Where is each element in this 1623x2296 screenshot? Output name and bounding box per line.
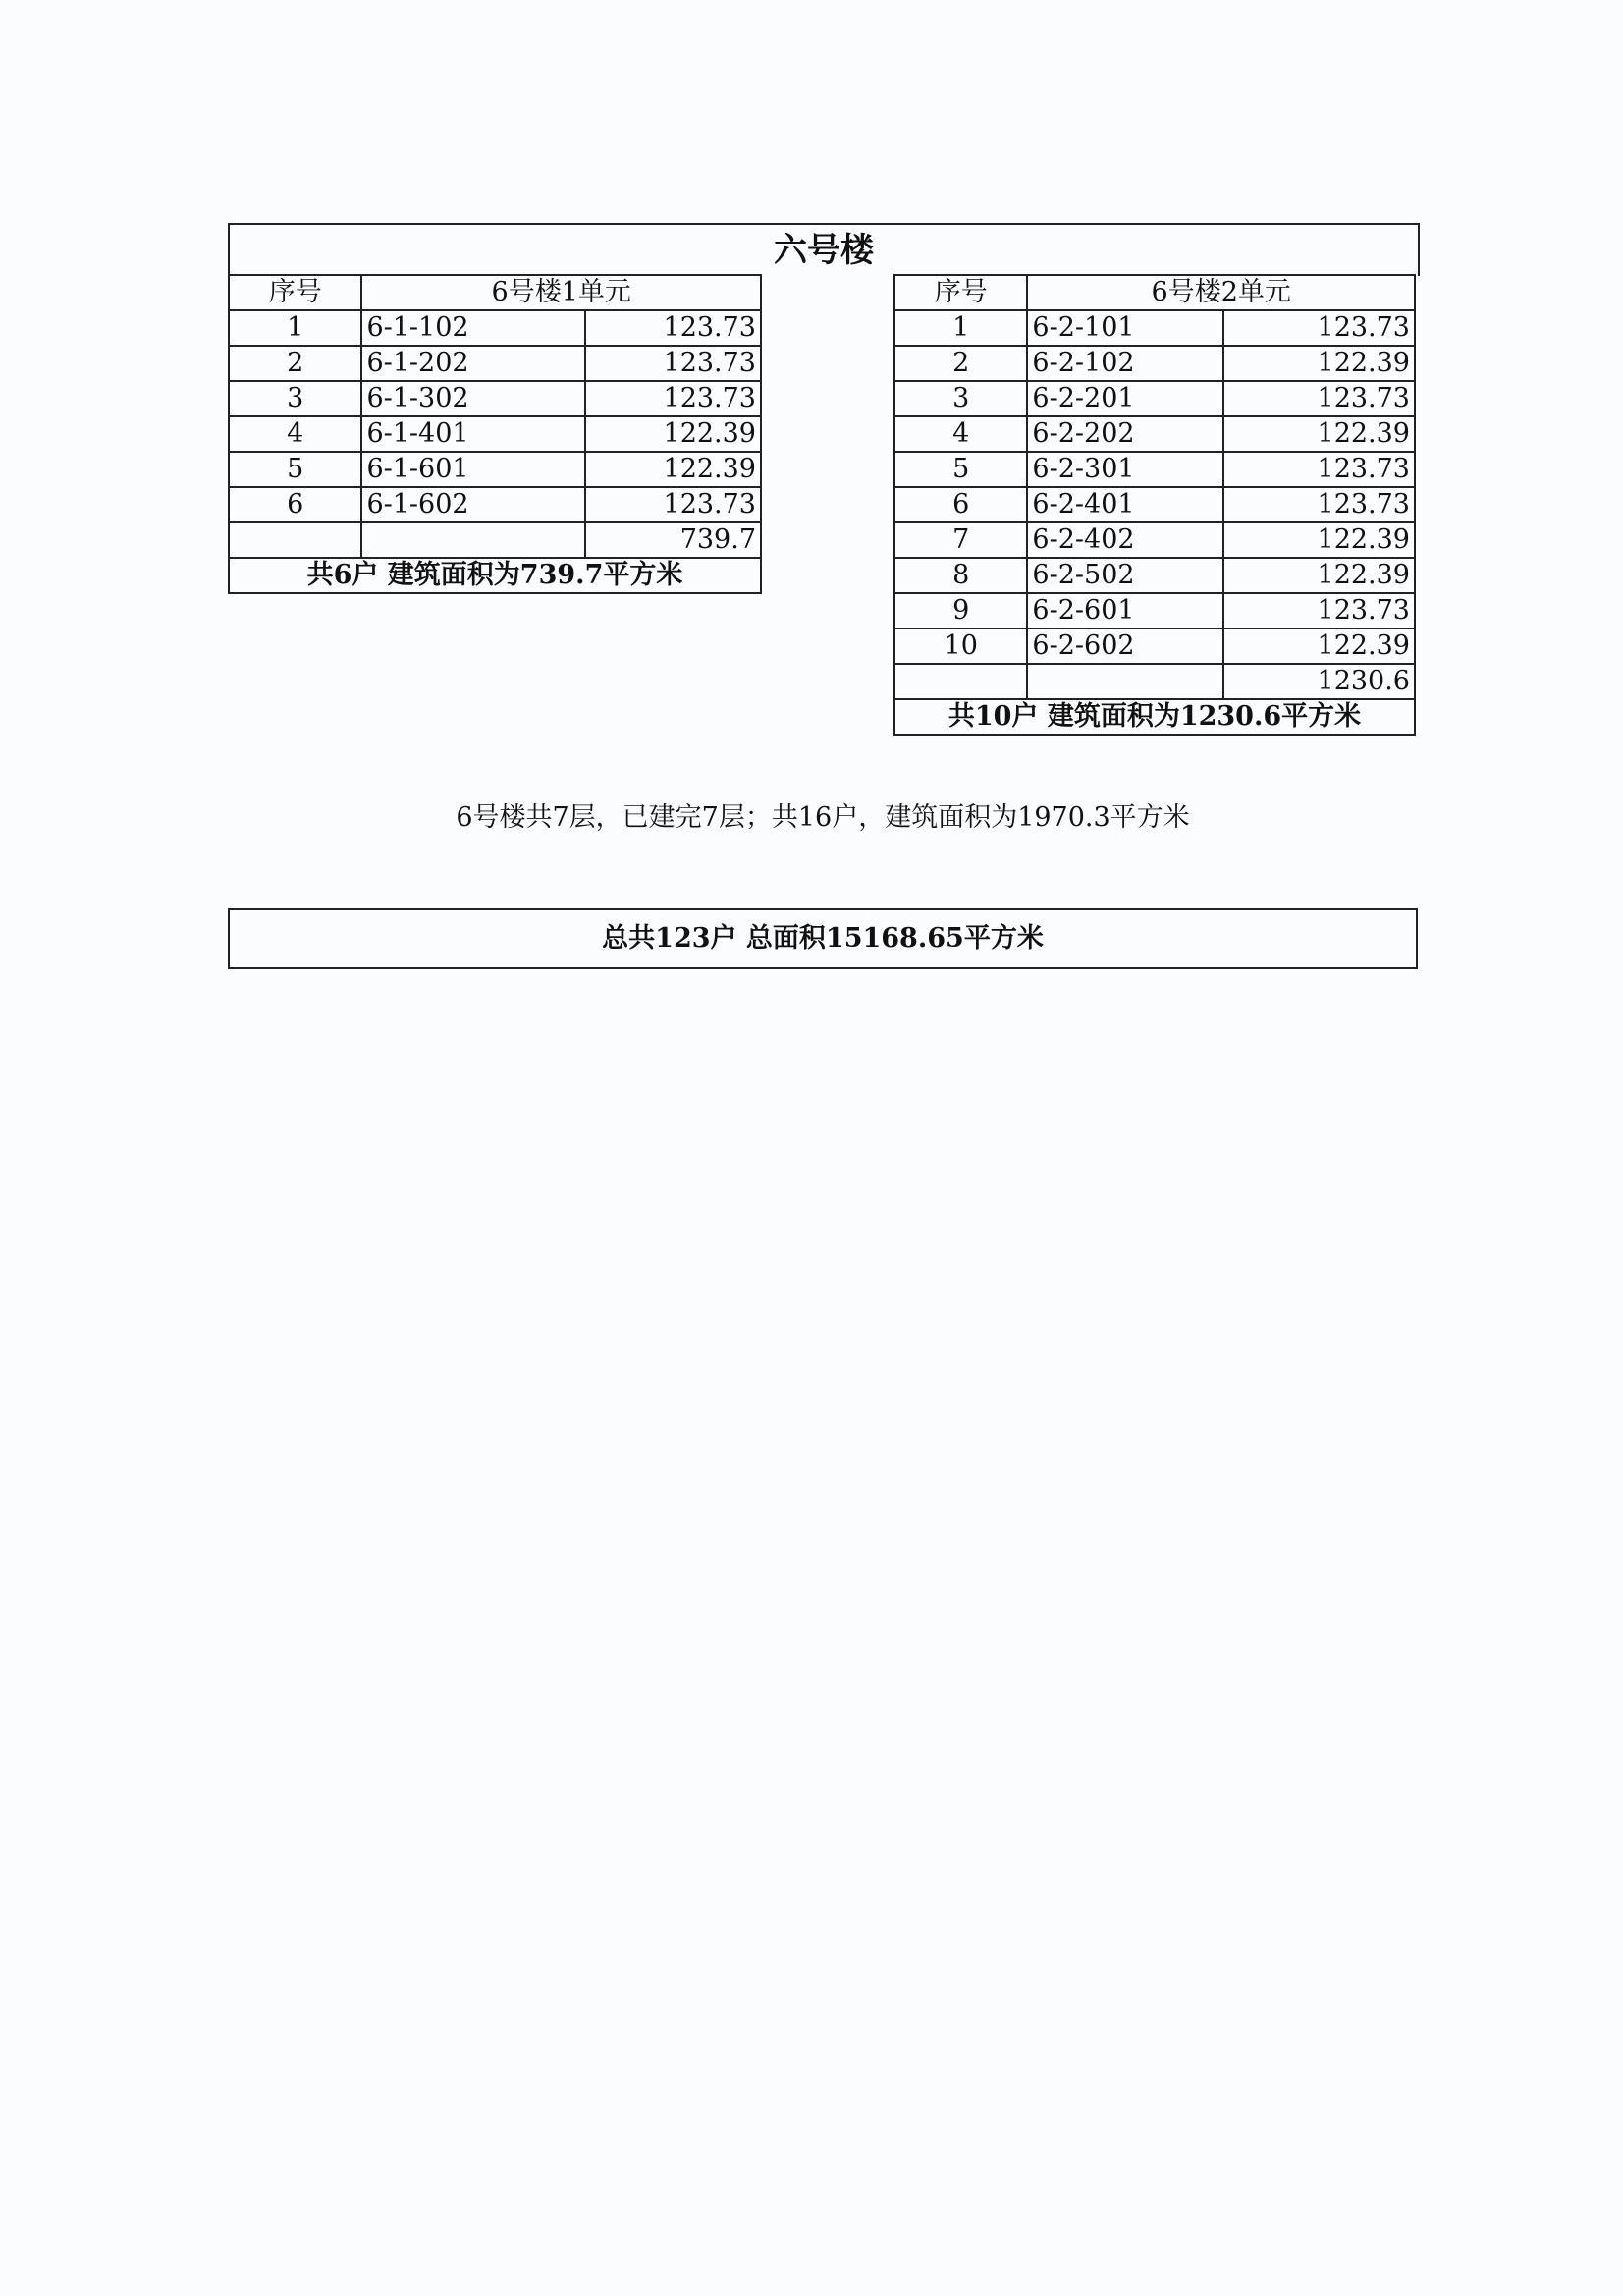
area-cell: 123.73 [585,346,761,381]
unit2-header-row [894,275,1415,310]
summary-row [229,558,761,593]
empty-cell [229,522,361,558]
area-cell: 123.73 [1223,381,1415,416]
seq-cell: 4 [894,416,1027,452]
unit1-table [228,274,762,594]
subtotal-row [894,664,1415,699]
table-row [894,629,1415,664]
table-row [894,346,1415,381]
seq-cell: 5 [229,452,361,487]
unit-summary: 共6户 建筑面积为739.7平方米 [229,558,761,593]
subtotal-value: 1230.6 [1223,664,1415,699]
unit2-table [893,274,1416,736]
room-cell: 6-2-602 [1027,629,1222,664]
room-cell: 6-1-202 [361,346,584,381]
grand-total: 总共123户 总面积15168.65平方米 [228,908,1418,969]
room-cell: 6-1-401 [361,416,584,452]
area-cell: 123.73 [1223,487,1415,522]
area-cell: 122.39 [1223,558,1415,593]
seq-cell: 6 [894,487,1027,522]
room-cell: 6-2-401 [1027,487,1222,522]
area-cell: 123.73 [1223,452,1415,487]
room-cell: 6-2-402 [1027,522,1222,558]
seq-cell: 3 [229,381,361,416]
table-row [894,381,1415,416]
subtotal-value: 739.7 [585,522,761,558]
area-cell: 122.39 [585,416,761,452]
room-cell: 6-1-602 [361,487,584,522]
seq-cell: 8 [894,558,1027,593]
unit1-header: 6号楼1单元 [361,275,761,310]
area-cell: 122.39 [1223,416,1415,452]
area-cell: 122.39 [585,452,761,487]
table-row [894,310,1415,346]
area-cell: 122.39 [1223,346,1415,381]
room-cell: 6-2-102 [1027,346,1222,381]
area-cell: 123.73 [585,487,761,522]
building-overview: 6号楼共7层，已建完7层；共16户，建筑面积为1970.3平方米 [456,802,1190,833]
area-cell: 123.73 [1223,310,1415,346]
seq-header: 序号 [894,275,1027,310]
table-row [894,452,1415,487]
room-cell: 6-2-202 [1027,416,1222,452]
seq-cell: 1 [894,310,1027,346]
seq-cell: 1 [229,310,361,346]
seq-cell: 3 [894,381,1027,416]
room-cell: 6-2-201 [1027,381,1222,416]
seq-cell: 4 [229,416,361,452]
table-row [229,346,761,381]
table-row [894,558,1415,593]
subtotal-row [229,522,761,558]
table-row [894,593,1415,629]
summary-row [894,699,1415,735]
empty-cell [361,522,584,558]
room-cell: 6-2-301 [1027,452,1222,487]
building-title: 六号楼 [228,223,1420,276]
room-cell: 6-2-601 [1027,593,1222,629]
table-row [894,487,1415,522]
room-cell: 6-2-101 [1027,310,1222,346]
seq-cell: 9 [894,593,1027,629]
room-cell: 6-1-601 [361,452,584,487]
seq-cell: 7 [894,522,1027,558]
room-cell: 6-1-302 [361,381,584,416]
seq-cell: 2 [229,346,361,381]
area-cell: 123.73 [1223,593,1415,629]
unit2-header: 6号楼2单元 [1027,275,1415,310]
room-cell: 6-1-102 [361,310,584,346]
seq-cell: 10 [894,629,1027,664]
unit-summary: 共10户 建筑面积为1230.6平方米 [894,699,1415,735]
table-row [229,310,761,346]
seq-cell: 5 [894,452,1027,487]
table-row [229,487,761,522]
table-row [894,522,1415,558]
area-cell: 123.73 [585,381,761,416]
area-cell: 122.39 [1223,522,1415,558]
table-row [229,416,761,452]
empty-cell [894,664,1027,699]
seq-header: 序号 [229,275,361,310]
seq-cell: 2 [894,346,1027,381]
area-cell: 123.73 [585,310,761,346]
area-cell: 122.39 [1223,629,1415,664]
table-row [894,416,1415,452]
room-cell: 6-2-502 [1027,558,1222,593]
table-row [229,381,761,416]
empty-cell [1027,664,1222,699]
table-row [229,452,761,487]
seq-cell: 6 [229,487,361,522]
unit1-header-row [229,275,761,310]
